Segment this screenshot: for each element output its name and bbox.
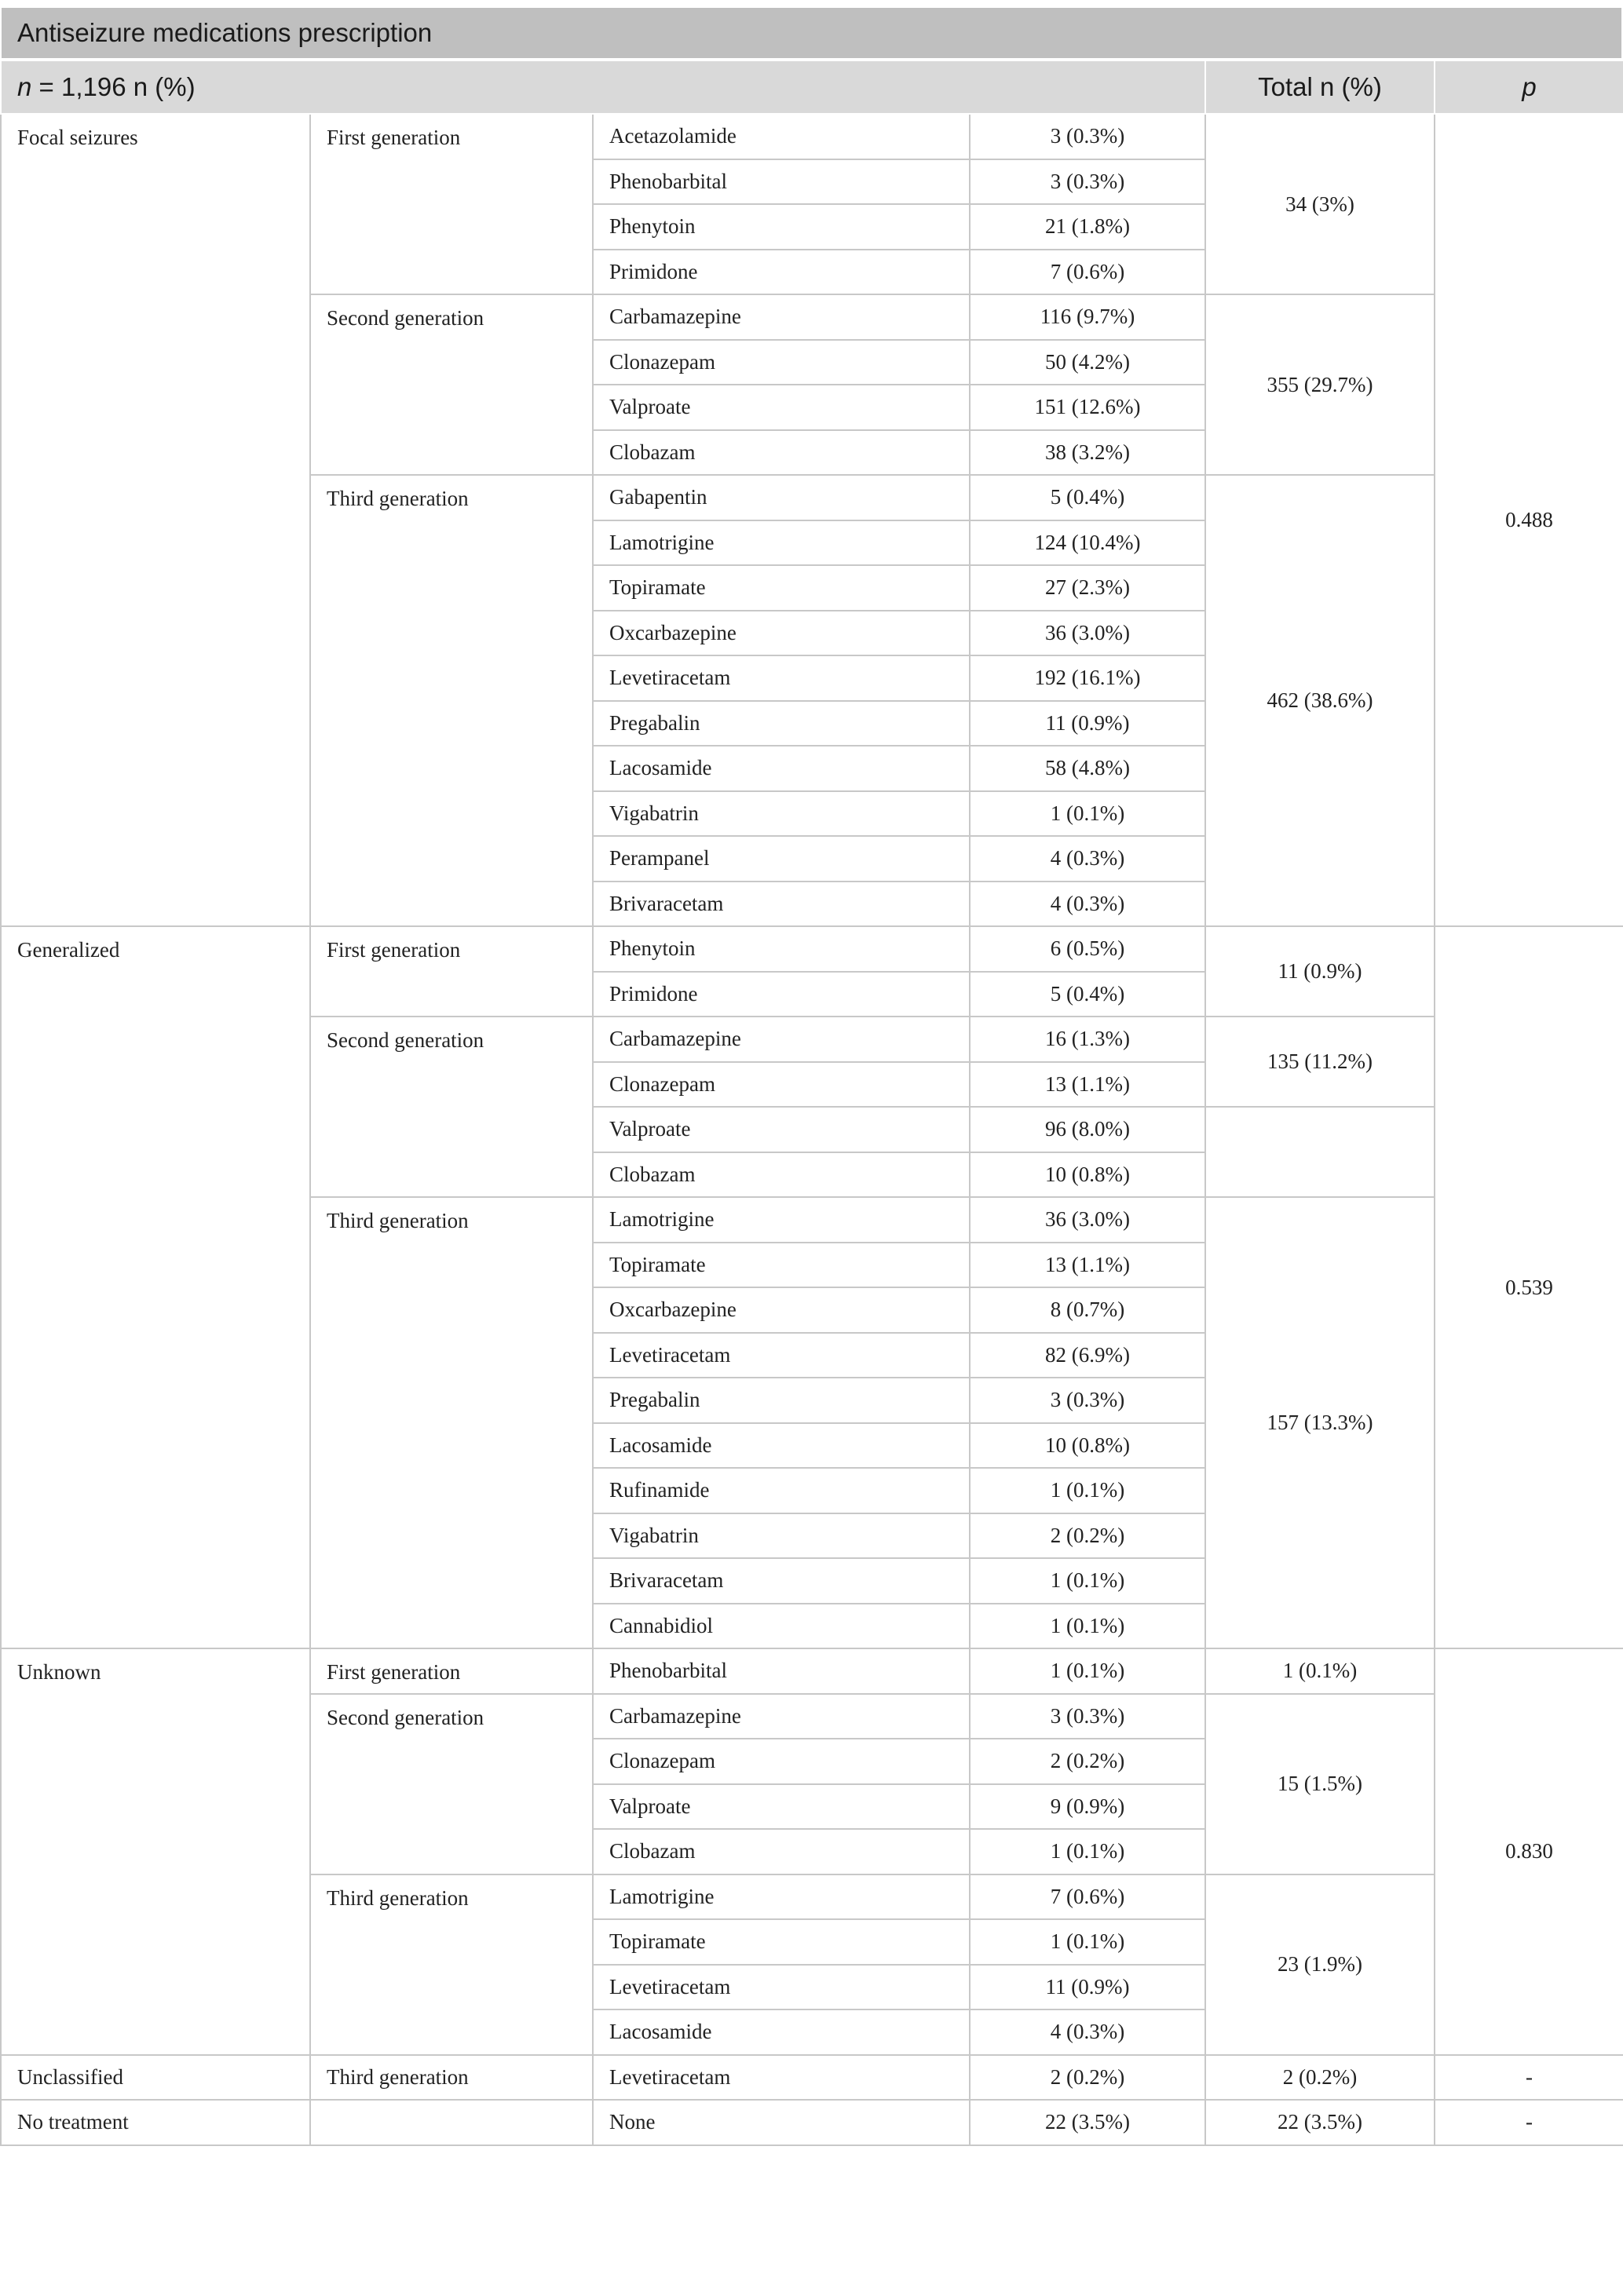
generation-cell: Third generation [310,1874,593,2055]
table-row [1,926,1623,972]
drug-cell: Brivaracetam [593,882,970,927]
drug-cell: Clobazam [593,1152,970,1198]
count-cell: 82 (6.9%) [970,1333,1205,1378]
total-cell: 23 (1.9%) [1205,1874,1435,2055]
generation-cell: Second generation [310,1694,593,1874]
generation-cell: Third generation [310,475,593,926]
count-cell: 116 (9.7%) [970,294,1205,340]
count-cell: 38 (3.2%) [970,430,1205,476]
count-cell: 5 (0.4%) [970,475,1205,520]
drug-cell: Valproate [593,1107,970,1152]
count-cell: 7 (0.6%) [970,1874,1205,1920]
count-cell: 2 (0.2%) [970,2055,1205,2101]
total-cell: 2 (0.2%) [1205,2055,1435,2101]
seizure-type-cell: Unknown [1,1648,310,2055]
table-row [1,114,1623,159]
count-cell: 4 (0.3%) [970,836,1205,882]
n-header [1,60,1205,114]
total-cell: 11 (0.9%) [1205,926,1435,1017]
total-cell: 355 (29.7%) [1205,294,1435,475]
count-cell: 27 (2.3%) [970,565,1205,611]
generation-cell: Third generation [310,1197,593,1648]
count-cell: 192 (16.1%) [970,655,1205,701]
drug-cell: Carbamazepine [593,1694,970,1739]
n-header-rest: = 1,196 n (%) [31,72,196,101]
header-row [1,60,1623,114]
seizure-type-cell: No treatment [1,2100,310,2145]
drug-cell: None [593,2100,970,2145]
drug-cell: Lacosamide [593,2009,970,2055]
drug-cell: Topiramate [593,1919,970,1965]
generation-cell: First generation [310,114,593,294]
seizure-type-cell: Generalized [1,926,310,1648]
drug-cell: Levetiracetam [593,1333,970,1378]
drug-cell: Lacosamide [593,746,970,791]
generation-cell: First generation [310,1648,593,1694]
drug-cell: Lacosamide [593,1423,970,1469]
drug-cell: Lamotrigine [593,1197,970,1243]
total-cell: 34 (3%) [1205,114,1435,294]
generation-cell [310,2100,593,2145]
n-header-italic: n [17,72,32,101]
table-container [0,6,1623,2146]
count-cell: 3 (0.3%) [970,1378,1205,1423]
count-cell: 8 (0.7%) [970,1287,1205,1333]
generation-cell: Third generation [310,2055,593,2101]
count-cell: 50 (4.2%) [970,340,1205,385]
count-cell: 3 (0.3%) [970,159,1205,205]
count-cell: 7 (0.6%) [970,250,1205,295]
count-cell: 6 (0.5%) [970,926,1205,972]
p-value-cell: - [1435,2100,1623,2145]
count-cell: 10 (0.8%) [970,1423,1205,1469]
drug-cell: Brivaracetam [593,1558,970,1604]
drug-cell: Valproate [593,1784,970,1830]
drug-cell: Primidone [593,972,970,1017]
drug-cell: Clonazepam [593,1739,970,1784]
drug-cell: Carbamazepine [593,1017,970,1062]
p-value-cell: 0.830 [1435,1648,1623,2055]
drug-cell: Vigabatrin [593,1513,970,1559]
seizure-type-cell: Unclassified [1,2055,310,2101]
p-header: p [1435,60,1623,114]
generation-cell: First generation [310,926,593,1017]
table-row [1,2055,1623,2101]
total-cell: 135 (11.2%) [1205,1017,1435,1107]
total-cell: 15 (1.5%) [1205,1694,1435,1874]
count-cell: 3 (0.3%) [970,1694,1205,1739]
p-value-cell: 0.488 [1435,114,1623,926]
total-cell: 1 (0.1%) [1205,1648,1435,1694]
drug-cell: Pregabalin [593,701,970,746]
p-value-cell: - [1435,2055,1623,2101]
count-cell: 1 (0.1%) [970,1919,1205,1965]
count-cell: 1 (0.1%) [970,1648,1205,1694]
drug-cell: Gabapentin [593,475,970,520]
drug-cell: Cannabidiol [593,1604,970,1649]
drug-cell: Clonazepam [593,340,970,385]
count-cell: 5 (0.4%) [970,972,1205,1017]
p-value-cell: 0.539 [1435,926,1623,1648]
total-cell: 157 (13.3%) [1205,1197,1435,1648]
total-cell: 22 (3.5%) [1205,2100,1435,2145]
count-cell: 21 (1.8%) [970,204,1205,250]
table-row [1,1648,1623,1694]
drug-cell: Levetiracetam [593,655,970,701]
count-cell: 4 (0.3%) [970,882,1205,927]
drug-cell: Lamotrigine [593,1874,970,1920]
drug-cell: Valproate [593,385,970,430]
table-title: Antiseizure medications prescription [0,6,1623,60]
drug-cell: Clonazepam [593,1062,970,1108]
count-cell: 16 (1.3%) [970,1017,1205,1062]
count-cell: 9 (0.9%) [970,1784,1205,1830]
count-cell: 1 (0.1%) [970,1468,1205,1513]
drug-cell: Levetiracetam [593,2055,970,2101]
count-cell: 10 (0.8%) [970,1152,1205,1198]
count-cell: 124 (10.4%) [970,520,1205,566]
count-cell: 11 (0.9%) [970,701,1205,746]
count-cell: 13 (1.1%) [970,1062,1205,1108]
total-cell-blank [1205,1107,1435,1197]
drug-cell: Phenobarbital [593,159,970,205]
drug-cell: Pregabalin [593,1378,970,1423]
medications-table [0,60,1623,2146]
count-cell: 151 (12.6%) [970,385,1205,430]
drug-cell: Lamotrigine [593,520,970,566]
count-cell: 11 (0.9%) [970,1965,1205,2010]
drug-cell: Phenytoin [593,204,970,250]
count-cell: 1 (0.1%) [970,1604,1205,1649]
drug-cell: Topiramate [593,565,970,611]
table-row [1,2100,1623,2145]
drug-cell: Oxcarbazepine [593,1287,970,1333]
seizure-type-cell: Focal seizures [1,114,310,926]
count-cell: 13 (1.1%) [970,1243,1205,1288]
count-cell: 2 (0.2%) [970,1513,1205,1559]
drug-cell: Oxcarbazepine [593,611,970,656]
drug-cell: Vigabatrin [593,791,970,837]
drug-cell: Clobazam [593,1829,970,1874]
count-cell: 58 (4.8%) [970,746,1205,791]
count-cell: 1 (0.1%) [970,1829,1205,1874]
count-cell: 22 (3.5%) [970,2100,1205,2145]
count-cell: 2 (0.2%) [970,1739,1205,1784]
drug-cell: Rufinamide [593,1468,970,1513]
drug-cell: Levetiracetam [593,1965,970,2010]
drug-cell: Phenobarbital [593,1648,970,1694]
count-cell: 36 (3.0%) [970,611,1205,656]
count-cell: 1 (0.1%) [970,1558,1205,1604]
drug-cell: Primidone [593,250,970,295]
count-cell: 3 (0.3%) [970,114,1205,159]
count-cell: 1 (0.1%) [970,791,1205,837]
drug-cell: Clobazam [593,430,970,476]
drug-cell: Phenytoin [593,926,970,972]
count-cell: 96 (8.0%) [970,1107,1205,1152]
drug-cell: Acetazolamide [593,114,970,159]
drug-cell: Carbamazepine [593,294,970,340]
count-cell: 4 (0.3%) [970,2009,1205,2055]
generation-cell: Second generation [310,1017,593,1197]
total-cell: 462 (38.6%) [1205,475,1435,926]
drug-cell: Topiramate [593,1243,970,1288]
drug-cell: Perampanel [593,836,970,882]
count-cell: 36 (3.0%) [970,1197,1205,1243]
total-header: Total n (%) [1205,60,1435,114]
generation-cell: Second generation [310,294,593,475]
